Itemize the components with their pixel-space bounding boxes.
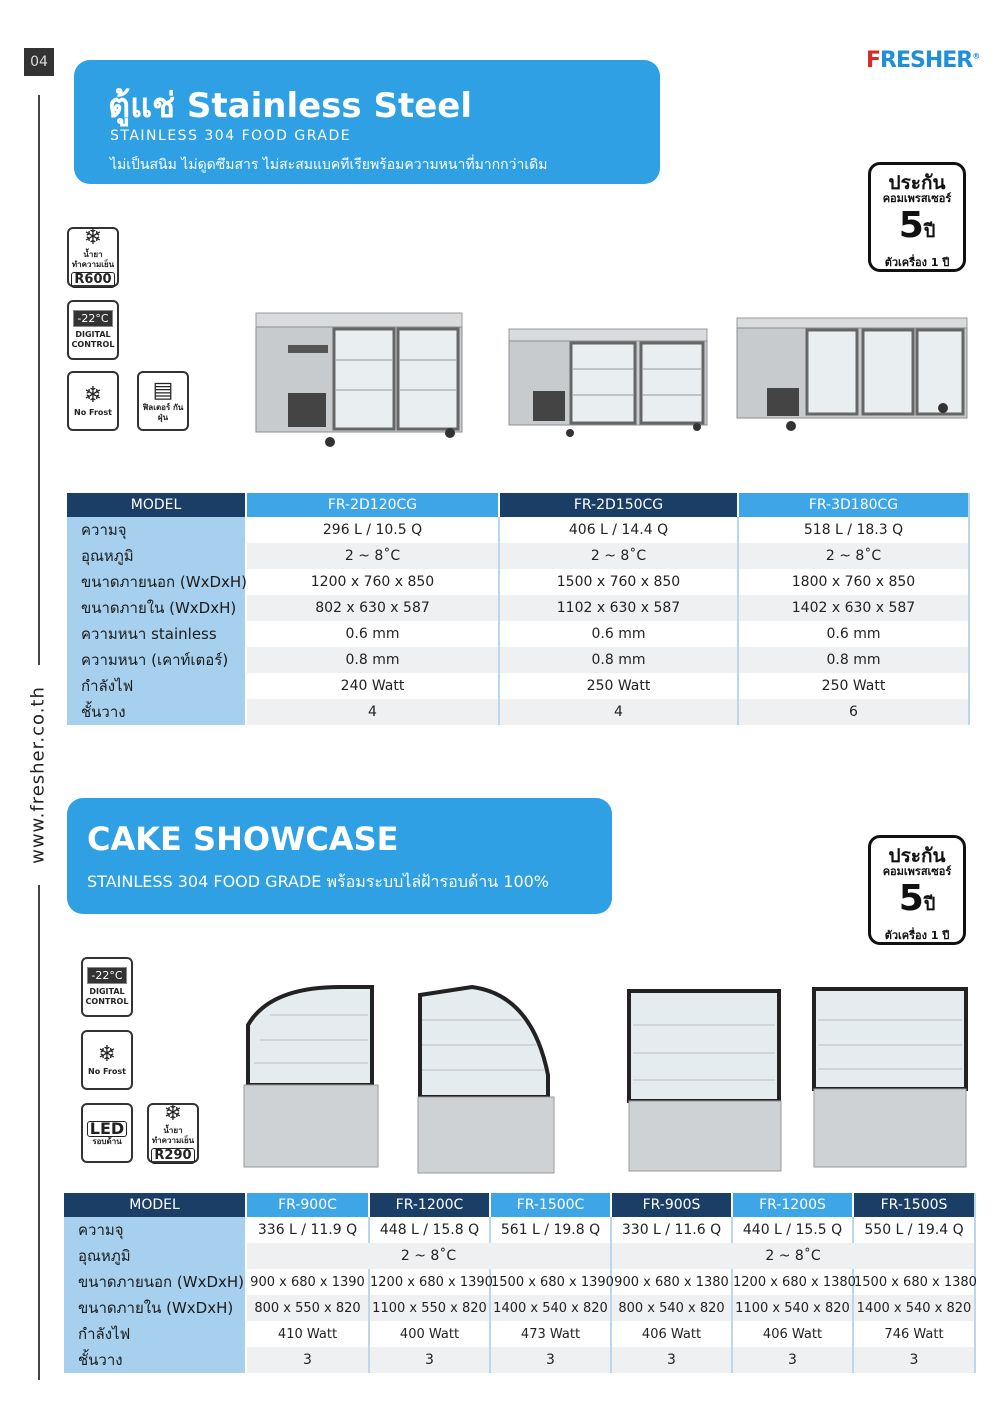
table-row: ความหนา (เคาท์เตอร์) 0.8 mm 0.8 mm 0.8 mm [67,647,969,673]
table-row: ชั้นวาง 3 3 3 3 3 3 [64,1347,975,1373]
model-fr-2d150cg: FR-2D150CG [499,493,738,517]
table-header-row [67,493,969,517]
table-row: ความหนา stainless 0.6 mm 0.6 mm 0.6 mm [67,621,969,647]
model-fr-1500c: FR-1500C [490,1193,611,1217]
section1-spec-table [67,493,970,725]
model-fr-1500s: FR-1500S [853,1193,975,1217]
refrigerant-r290-icon: ❄ น้ำยาทำความเย็น R290 [147,1103,199,1163]
cake-showcase-square-1200 [810,985,970,1170]
table-row: อุณหภูมิ 2 ~ 8˚C 2 ~ 8˚C [64,1243,975,1269]
cake-showcase-curved-1200 [412,985,557,1175]
warranty-badge: ประกัน คอมเพรสเซอร์ 5ปี ตัวเครื่อง 1 ปี [868,162,966,272]
table-row: อุณหภูมิ 2 ~ 8˚C 2 ~ 8˚C 2 ~ 8˚C [67,543,969,569]
section1-subtitle: STAINLESS 304 FOOD GRADE [110,128,352,144]
dust-filter-icon: ▤ ฟิลเตอร์ กันฝุ่น [137,371,189,431]
model-fr-1200s: FR-1200S [732,1193,853,1217]
website-url[interactable]: www.fresher.co.th [27,686,49,864]
led-icon: LED รอบด้าน [81,1103,133,1163]
table-row: ขนาดภายใน (WxDxH) 800 x 550 x 820 1100 x 550 x 820 1400 x 540 x 820 800 x 540 x 820 1100 x 540 x 820 1400 x 540 x 820 [64,1295,975,1321]
counter-fridge-3door-180 [735,296,970,436]
digital-control-icon: -22°C DIGITAL CONTROL [81,957,133,1017]
no-frost-icon: ❄ No Frost [67,371,119,431]
table-header-row [64,1193,975,1217]
table-row: ขนาดภายนอก (WxDxH) 1200 x 760 x 850 1500 x 760 x 850 1800 x 760 x 850 [67,569,969,595]
brand-logo: FRESHER® [866,48,980,73]
refrigerant-r600-icon: ❄ น้ำยาทำความเย็น R600 [67,227,119,287]
table-row: กำลังไฟ 410 Watt 400 Watt 473 Watt 406 Watt 406 Watt 746 Watt [64,1321,975,1347]
counter-fridge-2door-120 [250,305,468,450]
model-fr-900c: FR-900C [246,1193,369,1217]
section1-title: ตู้แช่ Stainless Steel [108,86,472,126]
model-fr-3d180cg: FR-3D180CG [738,493,969,517]
cake-showcase-square-900 [625,985,785,1175]
warranty-badge: ประกัน คอมเพรสเซอร์ 5ปี ตัวเครื่อง 1 ปี [868,835,966,945]
model-fr-2d120cg: FR-2D120CG [246,493,499,517]
counter-fridge-2door-150 [505,325,710,440]
side-divider-bottom [38,885,40,1380]
section2-banner [67,798,612,914]
page-number: 04 [24,48,54,76]
model-header: MODEL [64,1193,246,1217]
section1-description: ไม่เป็นสนิม ไม่ดูดซึมสาร ไม่สะสมแบคทีเรียพร้อมความหนาที่มากกว่าเดิม [110,157,548,173]
section2-title: CAKE SHOWCASE [87,820,399,858]
model-fr-900s: FR-900S [611,1193,732,1217]
table-row: กำลังไฟ 240 Watt 250 Watt 250 Watt [67,673,969,699]
section2-spec-table [64,1193,976,1373]
model-fr-1200c: FR-1200C [369,1193,490,1217]
table-row: ความจุ 296 L / 10.5 Q 406 L / 14.4 Q 518 L / 18.3 Q [67,517,969,543]
no-frost-icon: ❄ No Frost [81,1030,133,1090]
section1-banner [74,60,660,184]
section2-subtitle: STAINLESS 304 FOOD GRADE พร้อมระบบไล่ฝ้ารอบด้าน 100% [87,872,549,891]
table-row: ความจุ 336 L / 11.9 Q 448 L / 15.8 Q 561 L / 19.8 Q 330 L / 11.6 Q 440 L / 15.5 Q 550 L / 19.4 Q [64,1217,975,1243]
table-row: ขนาดภายนอก (WxDxH) 900 x 680 x 1390 1200 x 680 x 1390 1500 x 680 x 1390 900 x 680 x 1380 1200 x 680 x 1380 1500 x 680 x 1380 [64,1269,975,1295]
cake-showcase-curved-900 [240,985,380,1170]
side-divider-top [38,95,40,665]
table-row: ขนาดภายใน (WxDxH) 802 x 630 x 587 1102 x 630 x 587 1402 x 630 x 587 [67,595,969,621]
digital-control-icon: -22°C DIGITAL CONTROL [67,300,119,360]
model-header: MODEL [67,493,246,517]
table-row: ชั้นวาง 4 4 6 [67,699,969,725]
